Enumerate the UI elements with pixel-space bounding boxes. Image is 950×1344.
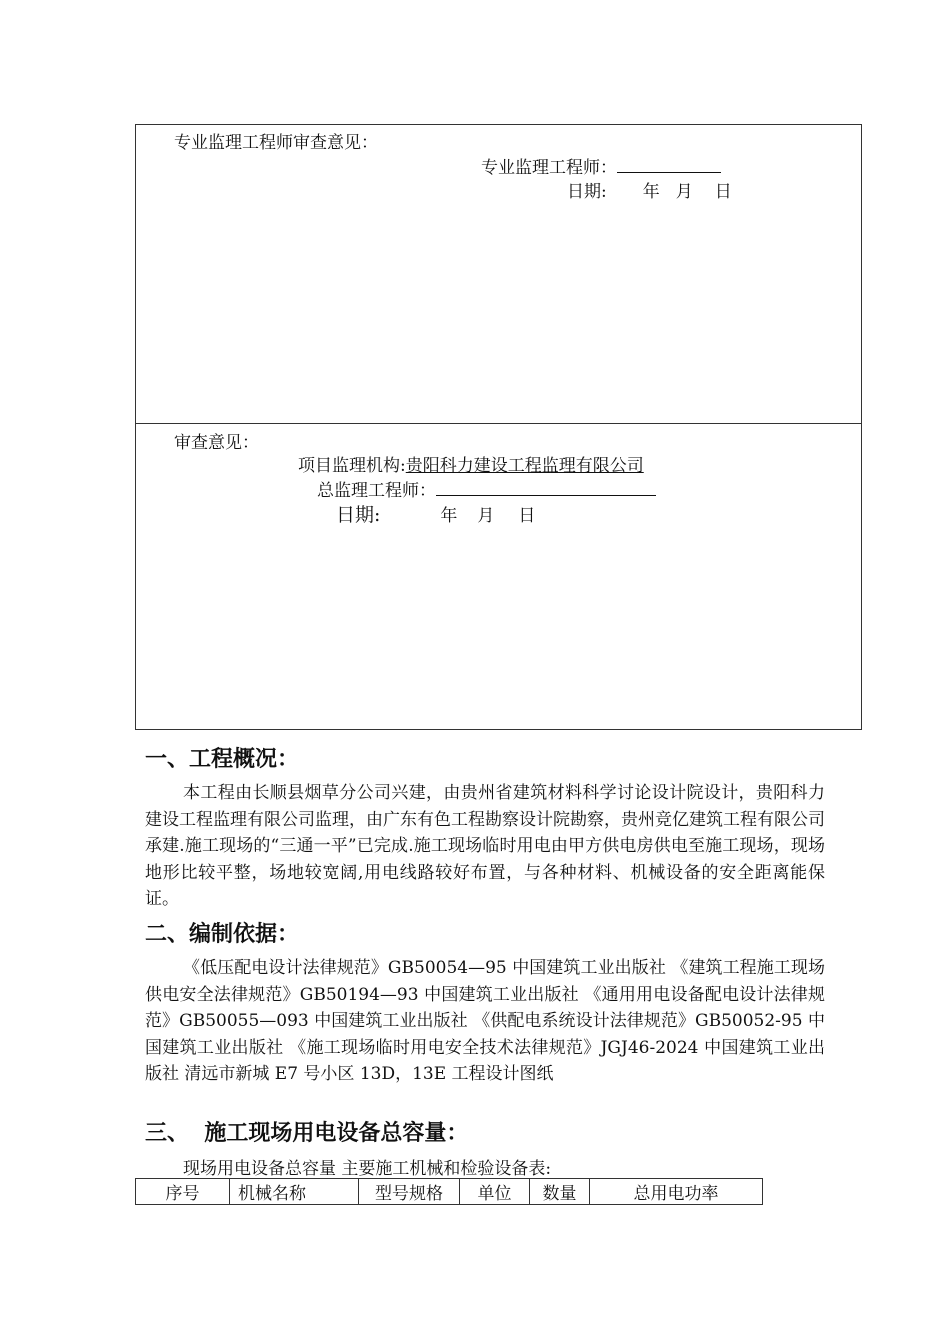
header-cell-total-power: 总用电功率 xyxy=(590,1179,763,1205)
header-cell-index: 序号 xyxy=(136,1179,230,1205)
chief-signature-blank[interactable] xyxy=(436,479,656,496)
date-label: 日期: xyxy=(336,504,381,526)
review-opinion-label: 专业监理工程师审查意见： xyxy=(174,133,378,153)
date-month: 月 xyxy=(477,506,495,526)
date-day: 日 xyxy=(518,506,536,526)
section2-heading: 二、编制依据： xyxy=(145,922,300,947)
supervision-org xyxy=(298,451,644,476)
date-year: 年 xyxy=(440,506,458,526)
approval-date xyxy=(336,500,535,527)
section3-heading: 三、 施工现场用电设备总容量： xyxy=(145,1121,469,1146)
engineer-signature-line xyxy=(481,153,721,178)
org-label: 项目监理机构: xyxy=(298,456,406,476)
equipment-table xyxy=(135,1178,763,1205)
date-year: 年 xyxy=(642,182,660,202)
chief-label: 总监理工程师： xyxy=(317,481,436,501)
header-cell-quantity: 数量 xyxy=(530,1179,590,1205)
header-cell-model: 型号规格 xyxy=(359,1179,460,1205)
approval-opinion-label: 审查意见： xyxy=(174,433,259,453)
date-month: 月 xyxy=(675,182,693,202)
chief-signature-line xyxy=(317,476,656,501)
review-date xyxy=(567,177,732,202)
date-label: 日期: xyxy=(567,182,607,202)
engineer-signature-blank[interactable] xyxy=(617,156,721,173)
date-day: 日 xyxy=(714,182,732,202)
table-header-row xyxy=(136,1179,763,1205)
header-cell-unit: 单位 xyxy=(460,1179,530,1205)
header-cell-machine-name: 机械名称 xyxy=(230,1179,359,1205)
org-name: 贵阳科力建设工程监理有限公司 xyxy=(405,456,644,476)
engineer-label: 专业监理工程师： xyxy=(481,158,617,178)
section1-heading: 一、工程概况： xyxy=(145,747,300,772)
section2-body: 《低压配电设计法律规范》GB50054—95 中国建筑工业出版社 《建筑工程施工现场供电安全法律规范》GB50194—93 中国建筑工业出版社 《通用用电设备配电设计法律规范》GB50055—093 中国建筑工业出版社 《供配电系统设计法律规范》GB50052-95 中国建筑工业出版社 《施工现场临时用电安全技术法律规范》JGJ46-2024 中国建筑工业出版社 清远市新城 E7 号小区 13D，13E 工程设计图纸 xyxy=(145,958,825,1084)
equipment-table-intro: 现场用电设备总容量 主要施工机械和检验设备表: xyxy=(183,1159,552,1179)
section1-body: 本工程由长顺县烟草分公司兴建，由贵州省建筑材料科学讨论设计院设计，贵阳科力建设工程监理有限公司监理，由广东有色工程勘察设计院勘察，贵州竞亿建筑工程有限公司承建.施工现场的“三通一平”已完成.施工现场临时用电由甲方供电房供电至施工现场，现场地形比较平整，场地较宽阔,用电线路较好布置，与各种材料、机械设备的安全距离能保证。 xyxy=(145,783,825,909)
